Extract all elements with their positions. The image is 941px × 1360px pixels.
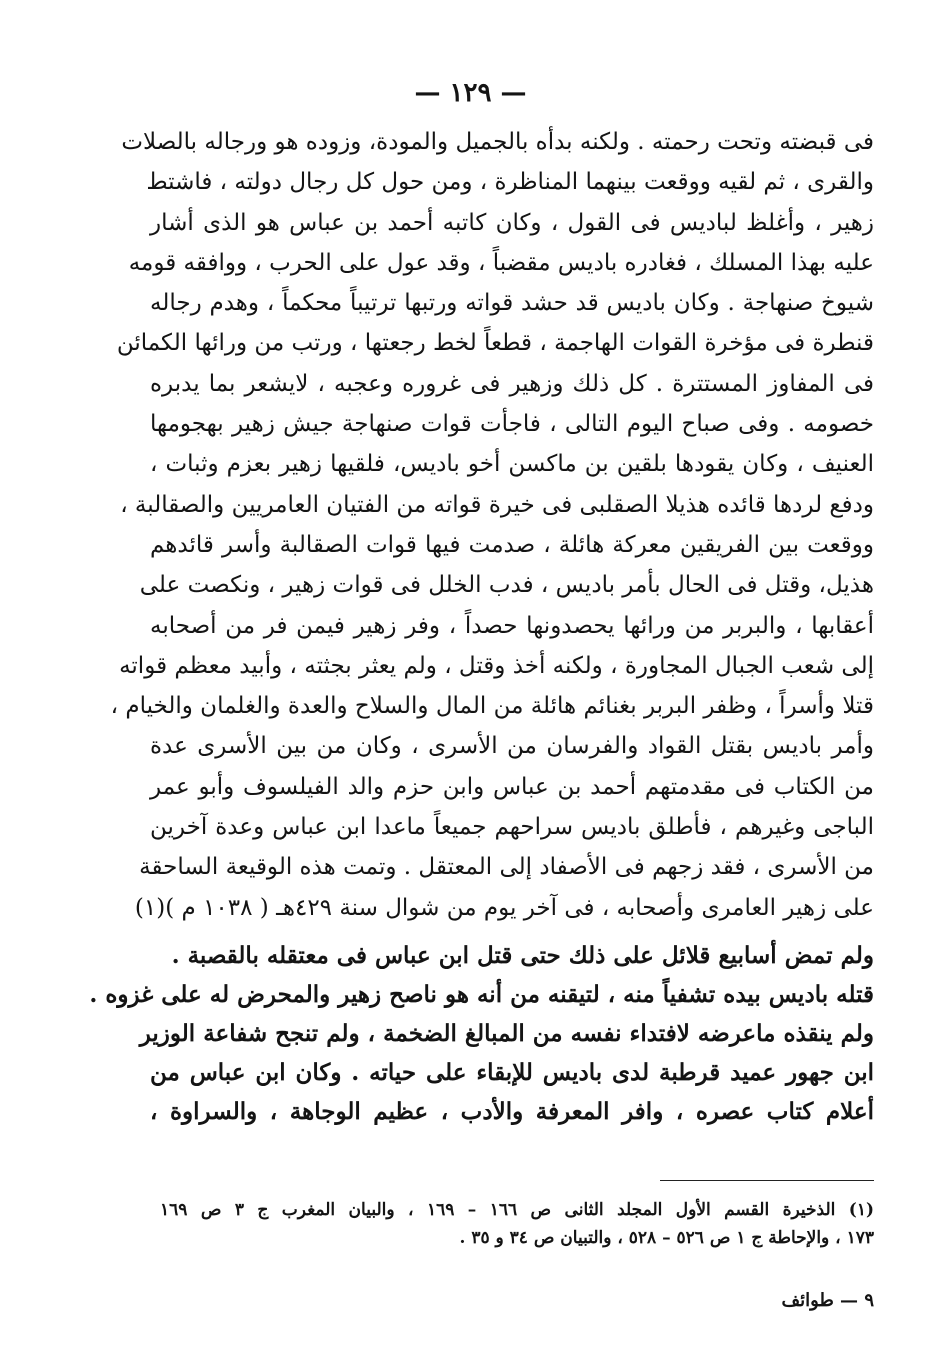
footnote-line: ١٧٣ ، والإحاطة ج ١ ص ٥٢٦ – ٥٢٨ ، والتبيان ص ٣٤ و ٣٥ . bbox=[459, 1228, 874, 1248]
text-line: إلى شعب الجبال المجاورة ، ولكنه أخذ وقتل ، ولم يعثر بجثته ، وأبيد معظم قواته bbox=[119, 652, 874, 679]
text-line: الباجى وغيرهم ، فأطلق باديس سراحهم جميعاً ماعدا ابن عباس وعدة آخرين bbox=[150, 814, 874, 841]
footnote-line: (١) الذخيرة القسم الأول المجلد الثانى ص ١٦٦ – ١٦٩ ، والبيان المغرب ج ٣ ص ١٦٩ bbox=[160, 1200, 875, 1220]
text-line: قنطرة فى مؤخرة القوات الهاجمة ، قطعاً لخط رجعتها ، ورتب من ورائها الكمائن bbox=[116, 330, 874, 357]
paragraph-1 bbox=[110, 122, 874, 928]
text-line: هذيل، وقتل فى الحال بأمر باديس ، فدب الخلل فى قوات زهير ، ونكصت على bbox=[139, 572, 874, 599]
signature-mark: ٩ — طوائف bbox=[781, 1290, 874, 1311]
page-number: — ١٢٩ — bbox=[414, 78, 527, 108]
text-line: العنيف ، وكان يقودها بلقين بن ماكسن أخو باديس، فلقيها زهير بعزم وثبات ، bbox=[150, 451, 874, 478]
body-text bbox=[89, 122, 874, 1131]
text-line: زهير ، وأغلظ لباديس فى القول ، وكان كاتبه أحمد بن عباس هو الذى أشار bbox=[150, 209, 874, 236]
footnotes bbox=[160, 1196, 874, 1252]
text-line: وأمر باديس بقتل القواد والفرسان من الأسرى ، وكان من بين الأسرى عدة bbox=[150, 733, 874, 760]
text-line: قتله باديس بيده تشفياً منه ، لتيقنه من أنه هو ناصح زهير والمحرض له على غزوه . bbox=[89, 980, 874, 1008]
text-line: ودفع لردها قائده هذيلا الصقلبى فى خيرة قواته من الفتيان العامريين والصقالبة ، bbox=[120, 491, 874, 518]
text-line: أعلام كتاب عصره ، وافر المعرفة والأدب ، عظيم الوجاهة ، والسراوة ، bbox=[150, 1097, 874, 1125]
text-line: والقرى ، ثم لقيه ووقعت بينهما المناظرة ، ومن حول كل رجال دولته ، فاشتط bbox=[146, 169, 874, 196]
text-line: ووقعت بين الفريقين معركة هائلة ، صدمت فيها قوات الصقالبة وأسر قائدهم bbox=[150, 531, 874, 558]
text-line: من الكتاب فى مقدمتهم أحمد بن عباس وابن حزم والد الفيلسوف وأبو عمر bbox=[150, 773, 874, 800]
text-line: فى المفاوز المستترة . كل ذلك وزهير فى غروره وعجبه ، لايشعر بما يدبره bbox=[150, 370, 874, 397]
text-line: ولم ينقذه ماعرضه لافتداء نفسه من المبالغ الضخمة ، ولم تنجح شفاعة الوزير bbox=[139, 1019, 874, 1047]
text-line: قتلا وأسراً ، وظفر البربر بغنائم هائلة من المال والسلاح والعدة والغلمان والخيام ، bbox=[110, 693, 874, 720]
text-line: أعقابها ، والبربر من ورائها يحصدونها حصداً ، وفر زهير فيمن فر من أصحابه bbox=[150, 612, 874, 639]
text-line: من الأسرى ، فقد زجهم فى الأصفاد إلى المعتقل . وتمت هذه الوقيعة الساحقة bbox=[139, 854, 874, 881]
text-line: على زهير العامرى وأصحابه ، فى آخر يوم من شوال سنة ٤٢٩هـ ( ١٠٣٨ م )(١) bbox=[134, 894, 874, 921]
text-line: فى قبضته وتحت رحمته . ولكنه بدأه بالجميل والمودة، وزوده هو ورجاله بالصلات bbox=[121, 129, 874, 155]
text-line: عليه بهذا المسلك ، فغادره باديس مقضباً ، وقد عول على الحرب ، ووافقه قومه bbox=[128, 249, 874, 276]
text-line: ولم تمض أسابيع قلائل على ذلك حتى قتل ابن عباس فى معتقله بالقصبة . bbox=[171, 941, 874, 969]
footnote-divider bbox=[660, 1180, 874, 1181]
paragraph-2 bbox=[89, 936, 874, 1131]
text-line: خصومه . وفى صباح اليوم التالى ، فاجأت قوات صنهاجة جيش زهير بهجومها bbox=[150, 411, 874, 438]
text-line: ابن جهور عميد قرطبة لدى باديس للإبقاء على حياته . وكان ابن عباس من bbox=[150, 1058, 874, 1086]
text-line: شيوخ صنهاجة . وكان باديس قد حشد قواته ورتبها ترتيباً محكماً ، وهدم رجاله bbox=[150, 290, 874, 317]
